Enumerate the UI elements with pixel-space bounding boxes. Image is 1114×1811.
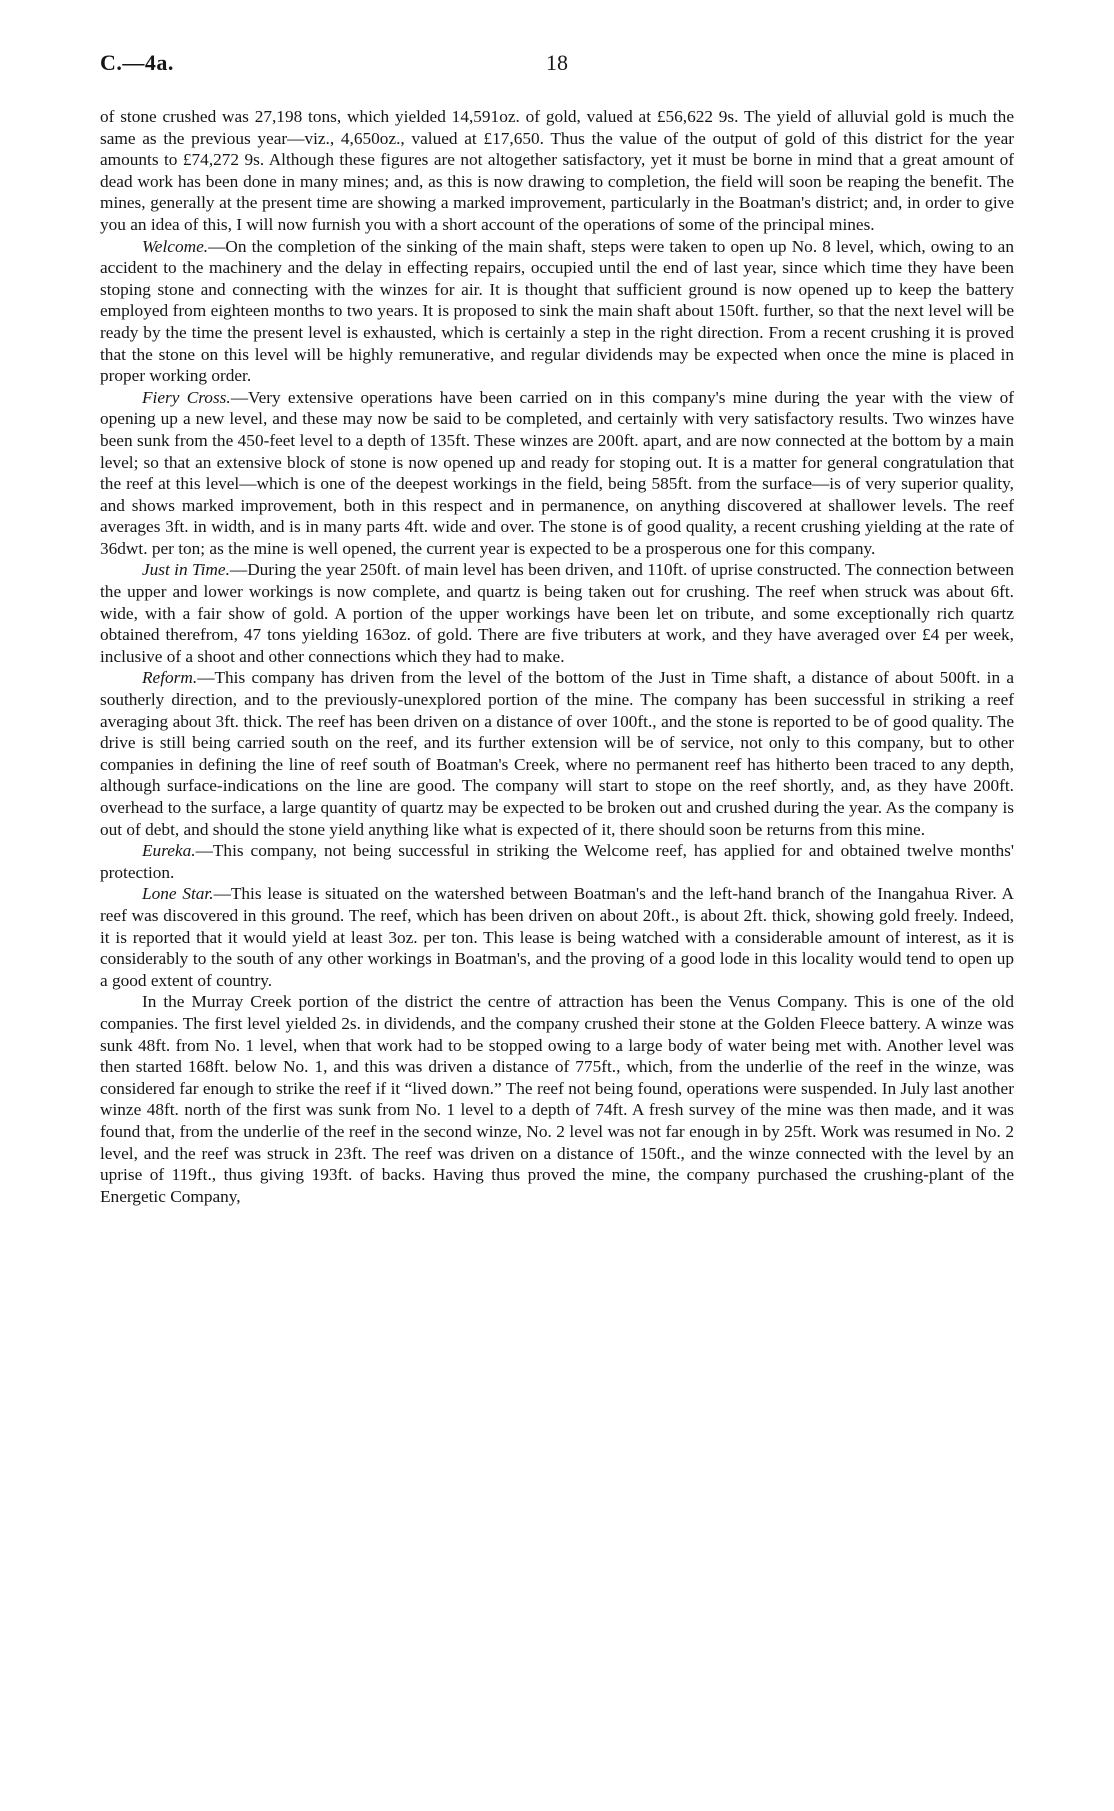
paragraph-fiery-cross: Fiery Cross.—Very extensive operations have been carried on in this company's mine during the year with the view of opening up a new level, and these may now be said to be completed, and certainly with very satisfactory results. Two winzes have been sunk from the 450-feet level to a depth of 135ft. These winzes are 200ft. apart, and are now connected at the bottom by a main level; so that an extensive block of stone is now opened up and ready for stoping out. It is a matter for general congratulation that the reef at this level—which is one of the deepest workings in the field, being 585ft. from the surface—is of very superior quality, and shows marked improvement, both in this respect and in permanence, on anything discovered at shallower levels. The reef averages 3ft. in width, and is in many parts 4ft. wide and over. The stone is of good quality, a recent crushing yielding at the rate of 36dwt. per ton; as the mine is well opened, the current year is expected to be a prosperous one for this company.	[100, 387, 1015, 558]
section-title: Eureka.	[142, 841, 196, 861]
section-title: Fiery Cross.	[142, 387, 231, 407]
document-reference: C.—4a.	[100, 50, 174, 75]
section-title: Just in Time.	[142, 560, 230, 580]
page-number: 18	[546, 50, 568, 75]
page-header	[100, 50, 1014, 80]
section-title: Reform.	[142, 668, 198, 688]
section-title: Lone Star.	[142, 884, 214, 904]
paragraph-eureka: Eureka.—This company, not being successful in striking the Welcome reef, has applied for and obtained twelve months' protection.	[100, 841, 1014, 882]
paragraph-just-in-time: Just in Time.—During the year 250ft. of main level has been driven, and 110ft. of uprise constructed. The connection between the upper and lower workings is now complete, and quartz is being taken out for crushing. The reef when struck was about 6ft. wide, with a fair show of gold. A portion of the upper workings have been let on tribute, and some exceptionally rich quartz obtained therefrom, 47 tons yielding 163oz. of gold. There are five tributers at work, and they have averaged over £4 per week, inclusive of a shoot and other connections which they had to make.	[100, 560, 1014, 666]
section-title: Welcome.	[142, 236, 209, 256]
paragraph-reform: Reform.—This company has driven from the level of the bottom of the Just in Time shaft, a distance of about 500ft. in a southerly direction, and to the previously-unexplored portion of the mine. The company has been successful in striking a reef averaging about 3ft. thick. The reef has been driven on a distance of over 100ft., and the stone is reported to be of good quality. The drive is still being carried south on the reef, and its further extension will be of service, not only to this company, but to other companies in defining the line of reef south of Boatman's Creek, where no permanent reef has hitherto been traced to any depth, although surface-indications on the line are good. The company will start to stope on the reef shortly, and, as they have 200ft. overhead to the surface, a large quantity of quartz may be expected to be broken out and crushed during the year. As the company is out of debt, and should the stone yield anything like what is expected of it, there should soon be returns from this mine.	[100, 668, 1014, 839]
paragraph-welcome: Welcome.—On the completion of the sinking of the main shaft, steps were taken to open up No. 8 level, which, owing to an accident to the machinery and the delay in effecting repairs, occupied until the end of last year, since which time they have been stoping stone and connecting with the winzes for air. It is thought that sufficient ground is now opened up to keep the battery employed from eighteen months to two years. It is proposed to sink the main shaft about 150ft. further, so that the next level will be ready by the time the present level is exhausted, which is certainly a step in the right direction. From a recent crushing it is proved that the stone on this level will be highly remunerative, and regular dividends may be expected when once the mine is placed in proper working order.	[100, 236, 1014, 386]
page-body	[100, 106, 1014, 1207]
paragraph-lone-star: Lone Star.—This lease is situated on the watershed between Boatman's and the left-hand branch of the Inangahua River. A reef was discovered in this ground. The reef, which has been driven on about 20ft., is about 2ft. thick, showing gold freely. Indeed, it is reported that it would yield at least 3oz. per ton. This lease is being watched with a considerable amount of interest, as it is considerably to the south of any other workings in Boatman's, and the proving of a good lode in this locality would tend to open up a good extent of country.	[100, 884, 1014, 990]
paragraph-murray-creek: In the Murray Creek portion of the district the centre of attraction has been the Venus Company. This is one of the old companies. The first level yielded 2s. in dividends, and the company crushed their stone at the Golden Fleece battery. A winze was sunk 48ft. from No. 1 level, when that work had to be stopped owing to a large body of water being met with. Another level was then started 168ft. below No. 1, and this was driven a distance of 775ft., which, from the underlie of the reef in the winze, was considered far enough to strike the reef if it “lived down.” The reef not being found, operations were suspended. In July last another winze 48ft. north of the first was sunk from No. 1 level to a depth of 74ft. A fresh survey of the mine was then made, and it was found that, from the underlie of the reef in the second winze, No. 2 level was not far enough in by 25ft. Work was resumed in No. 2 level, and the reef was struck in 23ft. The reef was driven on a distance of 150ft., and the winze connected with the level by an uprise of 119ft., thus giving 193ft. of backs. Having thus proved the mine, the company purchased the crushing-plant of the Energetic Company,	[100, 992, 1014, 1206]
paragraph-intro: of stone crushed was 27,198 tons, which yielded 14,591oz. of gold, valued at £56,622 9s. The yield of alluvial gold is much the same as the previous year—viz., 4,650oz., valued at £17,650. Thus the value of the output of gold of this district for the year amounts to £74,272 9s. Although these figures are not altogether satisfactory, yet it must be borne in mind that a great amount of dead work has been done in many mines; and, as this is now drawing to completion, the field will soon be reaping the benefit. The mines, generally at the present time are showing a marked improvement, particularly in the Boatman's district; and, in order to give you an idea of this, I will now furnish you with a short account of the operations of some of the principal mines.	[100, 107, 1014, 234]
